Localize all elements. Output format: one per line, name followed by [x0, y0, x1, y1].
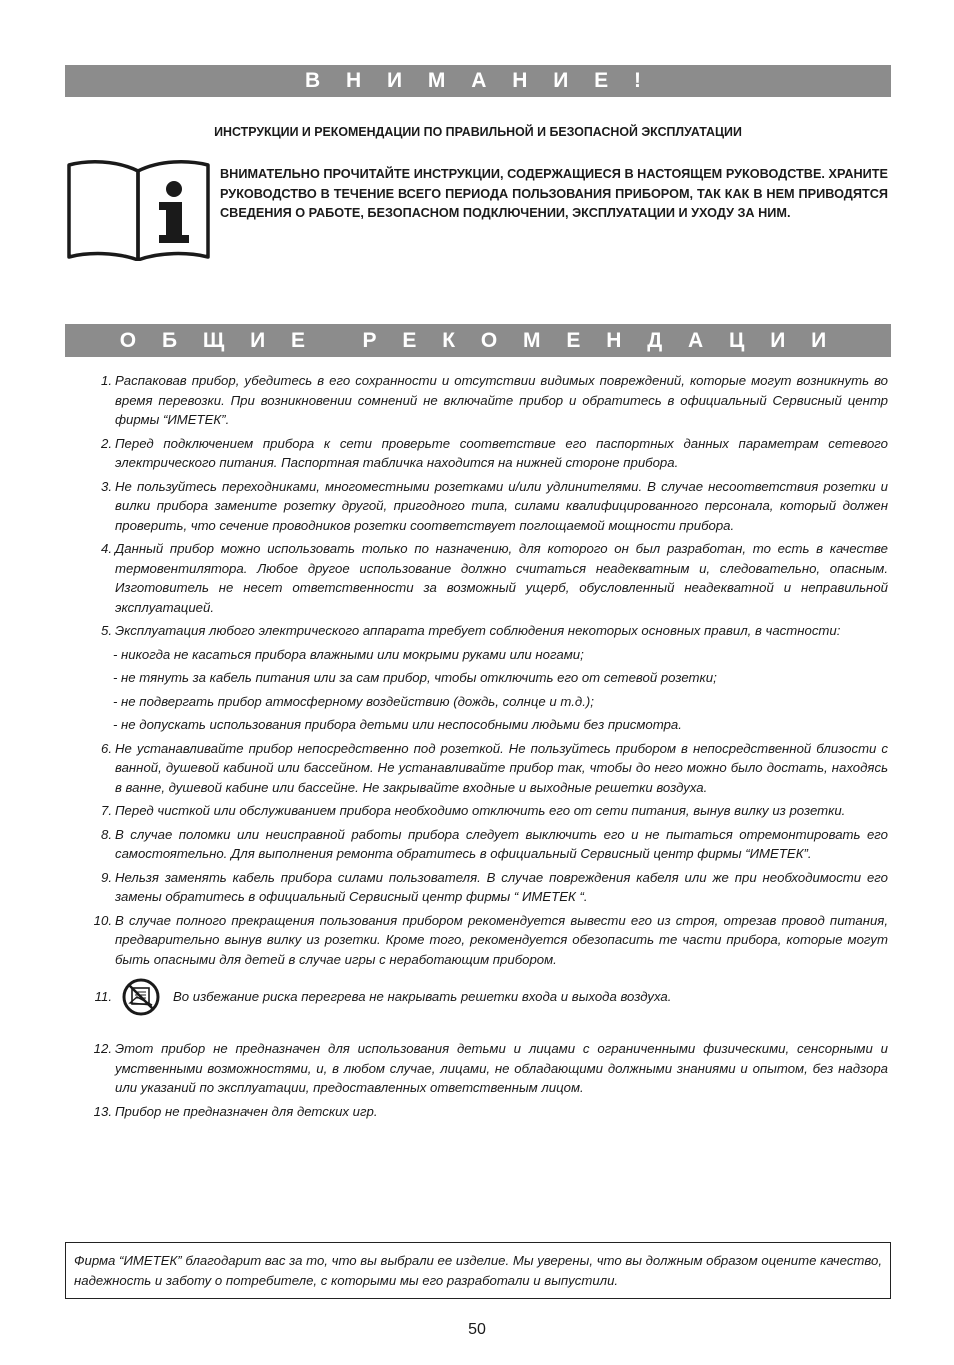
item-text: Во избежание риска перегрева не накрывать решетки входа и выхода воздуха. — [173, 989, 672, 1005]
list-item — [84, 434, 888, 473]
list-item — [84, 1102, 888, 1122]
page-number: 50 — [468, 1321, 486, 1338]
item-number: 8. — [101, 826, 112, 842]
do-not-cover-icon — [121, 977, 161, 1017]
item-number: 11. — [94, 989, 112, 1005]
item-text: Этот прибор не предназначен для использования детьми и лицами с ограниченными физическими, сенсорными и умственными возможностями, и, в любом случае, лицами, не обладающими должными знаниями и опытом, без надзора или указаний по эксплуатации, предоставленных ответственным лицом. — [115, 1041, 888, 1095]
item-text: В случае полного прекращения пользования прибором рекомендуется вывести его из строя, отрезав провод питания, предварительно вынув вилку из розетки. Кроме того, рекомендуется обезопасить те части прибора, которые могут быть опасными для детей в случае игры с неработающим прибором. — [115, 912, 888, 967]
item-number: 13. — [93, 1103, 112, 1119]
item-number: 9. — [101, 869, 112, 885]
list-item — [84, 1039, 888, 1098]
list-item — [84, 911, 888, 970]
info-book-icon — [66, 157, 212, 261]
item-text: Не пользуйтесь переходниками, многоместными розетками и/или удлинителями. В случае несоответствия розетки и вилки прибора замените розетку другой, пригодного типа, силами квалифицированного персонала, который должен проверить, что сечение проводников розетки соответствует поглощаемой мощности прибора. — [115, 478, 888, 533]
list-item — [84, 477, 888, 536]
sub-item: - не подвергать прибор атмосферному воздействию (дождь, солнце и т.д.); — [113, 693, 594, 709]
warning-text: ВНИМАТЕЛЬНО ПРОЧИТАЙТЕ ИНСТРУКЦИИ, СОДЕРЖАЩИЕСЯ В НАСТОЯЩЕМ РУКОВОДСТВЕ. ХРАНИТЕ РУКОВОДСТВО В ТЕЧЕНИЕ ВСЕГО ПЕРИОДА ПОЛЬЗОВАНИЯ ПРИБОРОМ, ТАК КАК В НЕМ ПРИВОДЯТСЯ СВЕДЕНИЯ О РАБОТЕ, БЕЗОПАСНОМ ПОДКЛЮЧЕНИИ, ЭКСПЛУАТАЦИИ И УХОДУ ЗА НИМ. — [220, 167, 888, 220]
list-item — [84, 825, 888, 864]
sub-item: - не допускать использования прибора детьми или неспособными людьми без присмотра. — [113, 717, 682, 732]
item-text: Эксплуатация любого электрического аппарата требует соблюдения некоторых основных правил, в частности: — [115, 623, 841, 638]
item-number: 3. — [101, 478, 112, 494]
item-text: Данный прибор можно использовать только по назначению, для которого он был разработан, то есть в качестве термовентилятора. Любое другое использование должно считаться неадекватным и, следовательно, опасным. Изготовитель не несет ответственности за возможный ущерб, обусловленный неадекватной и неправильной эксплуатацией. — [115, 541, 888, 615]
instructions-subtitle: ИНСТРУКЦИИ И РЕКОМЕНДАЦИИ ПО ПРАВИЛЬНОЙ И БЕЗОПАСНОЙ ЭКСПЛУАТАЦИИ — [214, 124, 742, 139]
item-number: 10. — [93, 912, 112, 928]
sub-item: - никогда не касаться прибора влажными или мокрыми руками или ногами; — [113, 646, 584, 662]
list-item — [84, 801, 888, 821]
list-item — [84, 739, 888, 798]
item-number: 4. — [101, 541, 112, 556]
section-title: О Б Щ И Е Р Е К О М Е Н Д А Ц И И — [119, 329, 837, 352]
sub-list — [84, 645, 888, 735]
item-number: 1. — [101, 373, 112, 388]
item-text: Прибор не предназначен для детских игр. — [115, 1103, 378, 1119]
item-text: Перед чисткой или обслуживанием прибора необходимо отключить его от сети питания, вынув вилку из розетки. — [115, 803, 846, 818]
item-text: В случае поломки или неисправной работы прибора следует выключить его и не пытаться отремонтировать его самостоятельно. Для выполнения ремонта обратитесь в официальный Сервисный центр фирмы “ИМЕТЕК”. — [115, 826, 888, 861]
list-item — [84, 371, 888, 430]
item-text: Не устанавливайте прибор непосредственно под розеткой. Не пользуйтесь прибором в непосредственной близости с ванной, душевой кабиной или бассейном. Не устанавливайте прибор так, чтобы до него можно было достать, находясь в ванне, душевой кабине или бассейне. Не закрывайте входные и выходные решетки воздуха. — [115, 740, 888, 795]
list-item — [84, 977, 888, 1017]
item-number: 2. — [101, 435, 112, 451]
item-number: 6. — [101, 740, 112, 756]
sub-item: - не тянуть за кабель питания или за сам прибор, чтобы отключить его от сетевой розетки; — [113, 670, 717, 685]
item-text: Нельзя заменять кабель прибора силами пользователя. В случае повреждения кабеля или же при необходимости его замены обратитесь в официальный Сервисный центр фирмы “ ИМЕТЕК “. — [115, 869, 888, 904]
item-number: 12. — [93, 1041, 112, 1056]
list-item — [84, 868, 888, 907]
list-item — [84, 621, 888, 641]
item-text: Распаковав прибор, убедитесь в его сохранности и отсутствии видимых повреждений, которые могут возникнуть во время перевозки. При возникновении сомнений не включайте прибор и обратитесь в официальный Сервисный центр фирмы “ИМЕТЕК”. — [115, 373, 888, 427]
section-banner — [65, 324, 891, 357]
warning-banner — [65, 65, 891, 97]
item-number: 5. — [101, 623, 112, 638]
list-item — [84, 539, 888, 617]
recommendations-list — [84, 371, 888, 1125]
item-text: Перед подключением прибора к сети проверьте соответствие его паспортных данных параметрам сетевого электрического питания. Паспортная табличка находится на нижней стороне прибора. — [115, 435, 888, 470]
footer-note: Фирма “ИМЕТЕК” благодарит вас за то, что вы выбрали ее изделие. Мы уверены, что вы должным образом оцените качество, надежность и заботу о потребителе, с которыми мы его разработали и выпустили. — [65, 1242, 891, 1299]
warning-title: В Н И М А Н И Е ! — [304, 69, 652, 92]
item-number: 7. — [101, 803, 112, 818]
